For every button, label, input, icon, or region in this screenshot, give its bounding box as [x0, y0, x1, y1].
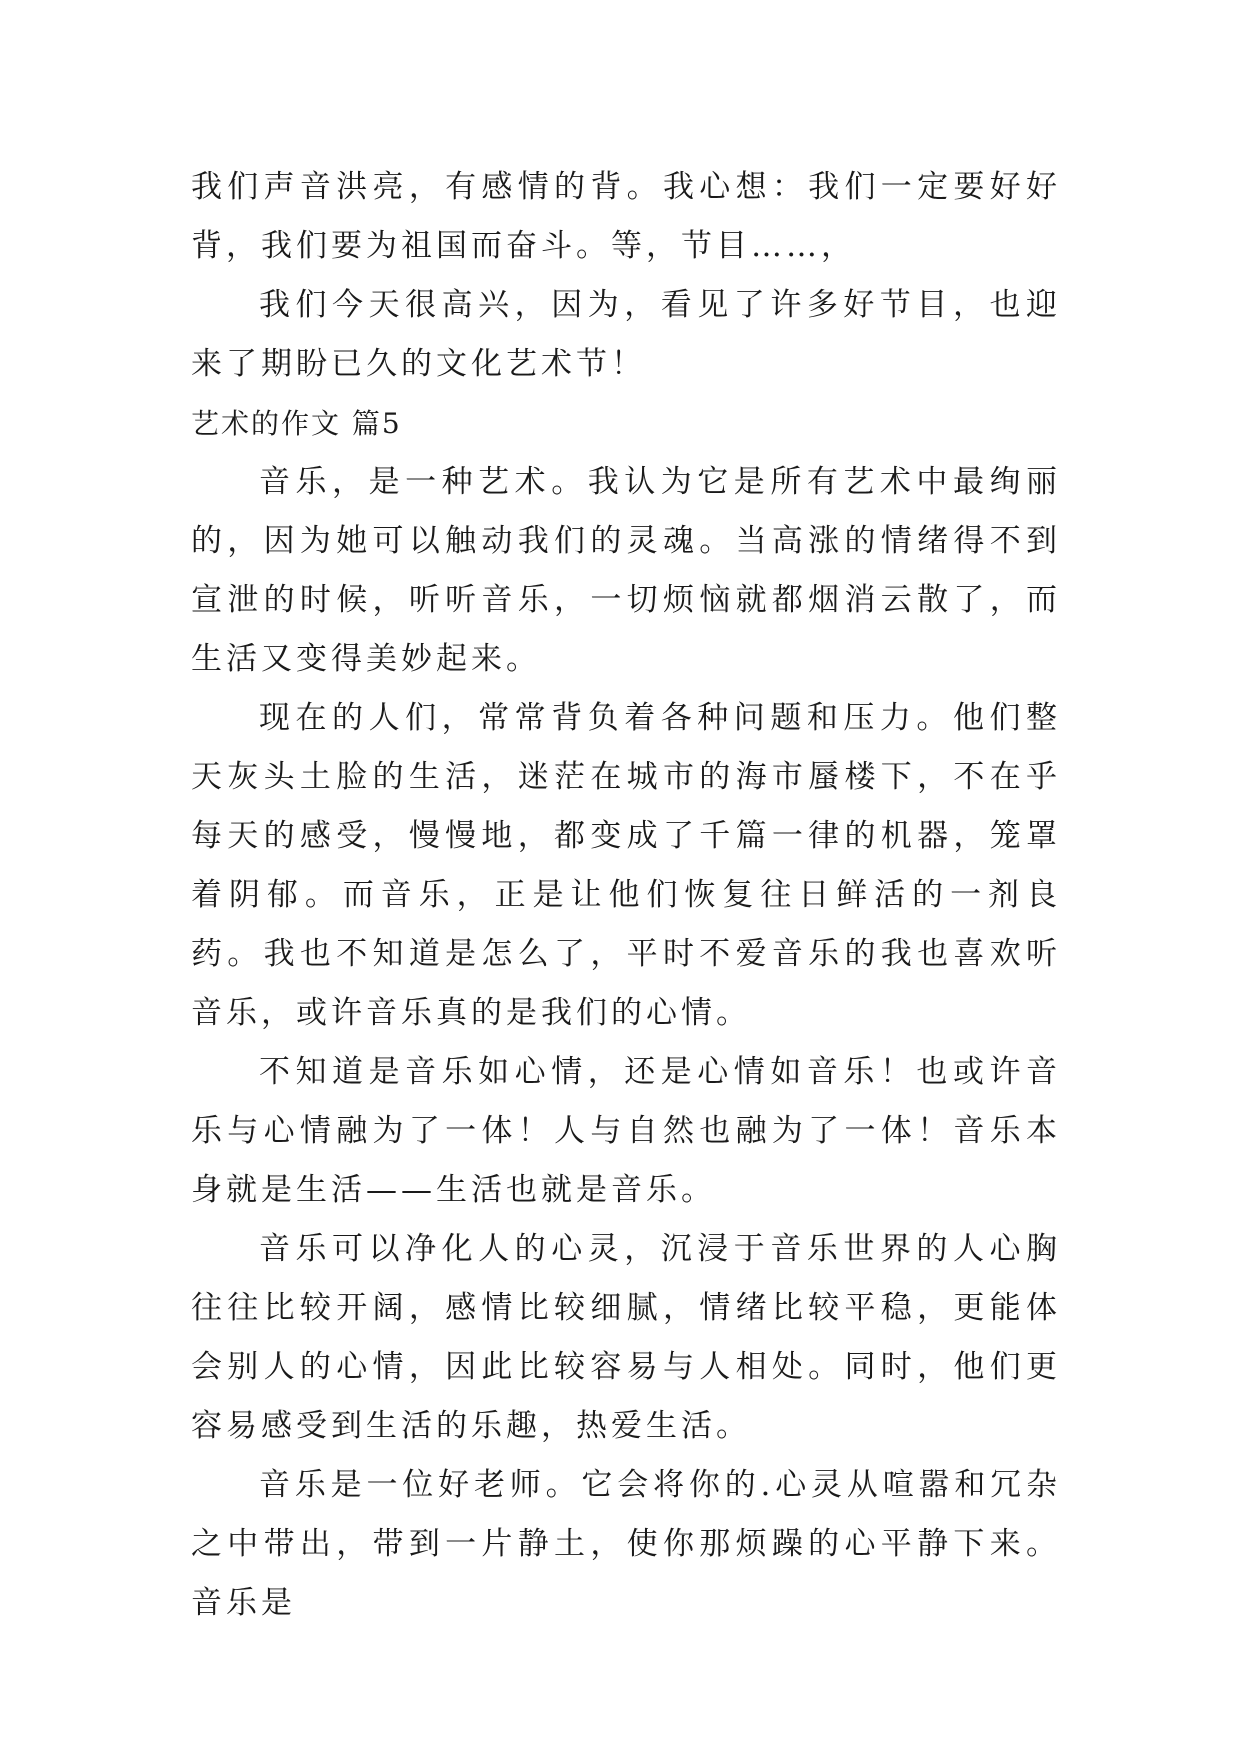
paragraph: 音乐，是一种艺术。我认为它是所有艺术中最绚丽的，因为她可以触动我们的灵魂。当高涨的情绪得不到宣泄的时候，听听音乐，一切烦恼就都烟消云散了，而生活又变得美妙起来。 — [191, 464, 1061, 677]
paragraph: 我们今天很高兴，因为，看见了许多好节目，也迎来了期盼已久的文化艺术节！ — [191, 287, 1061, 382]
paragraph: 音乐是一位好老师。它会将你的.心灵从喧嚣和冗杂之中带出，带到一片静土，使你那烦躁的心平静下来。音乐是 — [191, 1467, 1061, 1621]
paragraph: 不知道是音乐如心情，还是心情如音乐！也或许音乐与心情融为了一体！人与自然也融为了一体！音乐本身就是生活——生活也就是音乐。 — [191, 1054, 1061, 1208]
paragraph: 现在的人们，常常背负着各种问题和压力。他们整天灰头土脸的生活，迷茫在城市的海市蜃楼下，不在乎每天的感受，慢慢地，都变成了千篇一律的机器，笼罩着阴郁。而音乐，正是让他们恢复往日鲜活的一剂良药。我也不知道是怎么了，平时不爱音乐的我也喜欢听音乐，或许音乐真的是我们的心情。 — [191, 700, 1061, 1031]
paragraph: 音乐可以净化人的心灵，沉浸于音乐世界的人心胸往往比较开阔，感情比较细腻，情绪比较平稳，更能体会别人的心情，因此比较容易与人相处。同时，他们更容易感受到生活的乐趣，热爱生活。 — [191, 1231, 1061, 1444]
paragraph-continuation: 我们声音洪亮，有感情的背。我心想：我们一定要好好背，我们要为祖国而奋斗。等，节目……， — [191, 169, 1061, 264]
document-body — [191, 158, 1061, 1633]
section-heading: 艺术的作文 篇5 — [191, 407, 402, 440]
